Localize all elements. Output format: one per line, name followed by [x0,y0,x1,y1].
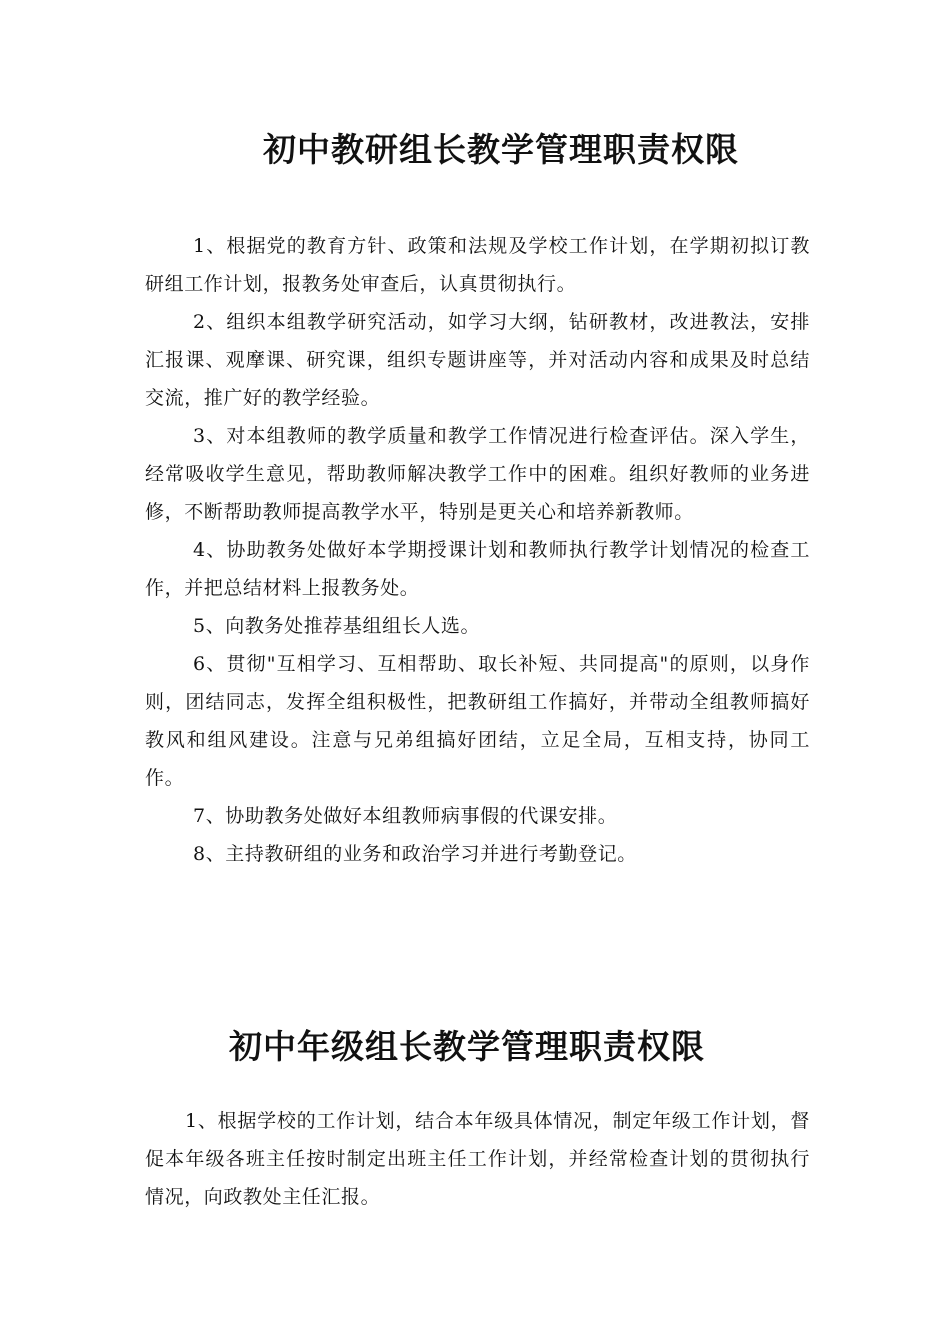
duty-item-8: 8、主持教研组的业务和政治学习并进行考勤登记。 [193,843,637,865]
duty-item-6: 6、贯彻"互相学习、互相帮助、取长补短、共同提高"的原则，以身作则，团结同志，发挥全组积极性，把教研组工作搞好，并带动全组教师搞好教风和组风建设。注意与兄弟组搞好团结，立足全局，互相支持，协同工作。 [145,653,810,789]
duty-item-1: 1、根据学校的工作计划，结合本年级具体情况，制定年级工作计划，督促本年级各班主任按时制定出班主任工作计划，并经常检查计划的贯彻执行情况，向政教处主任汇报。 [145,1110,810,1208]
duty-item-2: 2、组织本组教学研究活动，如学习大纲，钻研教材，改进教法，安排汇报课、观摩课、研究课，组织专题讲座等，并对活动内容和成果及时总结交流，推广好的教学经验。 [145,311,810,409]
duty-item-1: 1、根据党的教育方针、政策和法规及学校工作计划，在学期初拟订教研组工作计划，报教务处审查后，认真贯彻执行。 [145,235,810,295]
section-teaching-research-leader [145,125,810,873]
duty-item-3: 3、对本组教师的教学质量和教学工作情况进行检查评估。深入学生，经常吸收学生意见，帮助教师解决教学工作中的困难。组织好教师的业务进修，不断帮助教师提高教学水平，特别是更关心和培养新教师。 [145,425,810,523]
duty-list [145,1102,810,1216]
duty-item-5: 5、向教务处推荐基组组长人选。 [193,615,481,637]
duty-item-7: 7、协助教务处做好本组教师病事假的代课安排。 [193,805,618,827]
duty-item-4: 4、协助教务处做好本学期授课计划和教师执行教学计划情况的检查工作，并把总结材料上报教务处。 [145,539,810,599]
section-title: 初中年级组长教学管理职责权限 [229,1027,705,1066]
section-grade-leader [145,1022,810,1216]
section-title: 初中教研组长教学管理职责权限 [263,130,739,169]
duty-list [145,227,810,873]
